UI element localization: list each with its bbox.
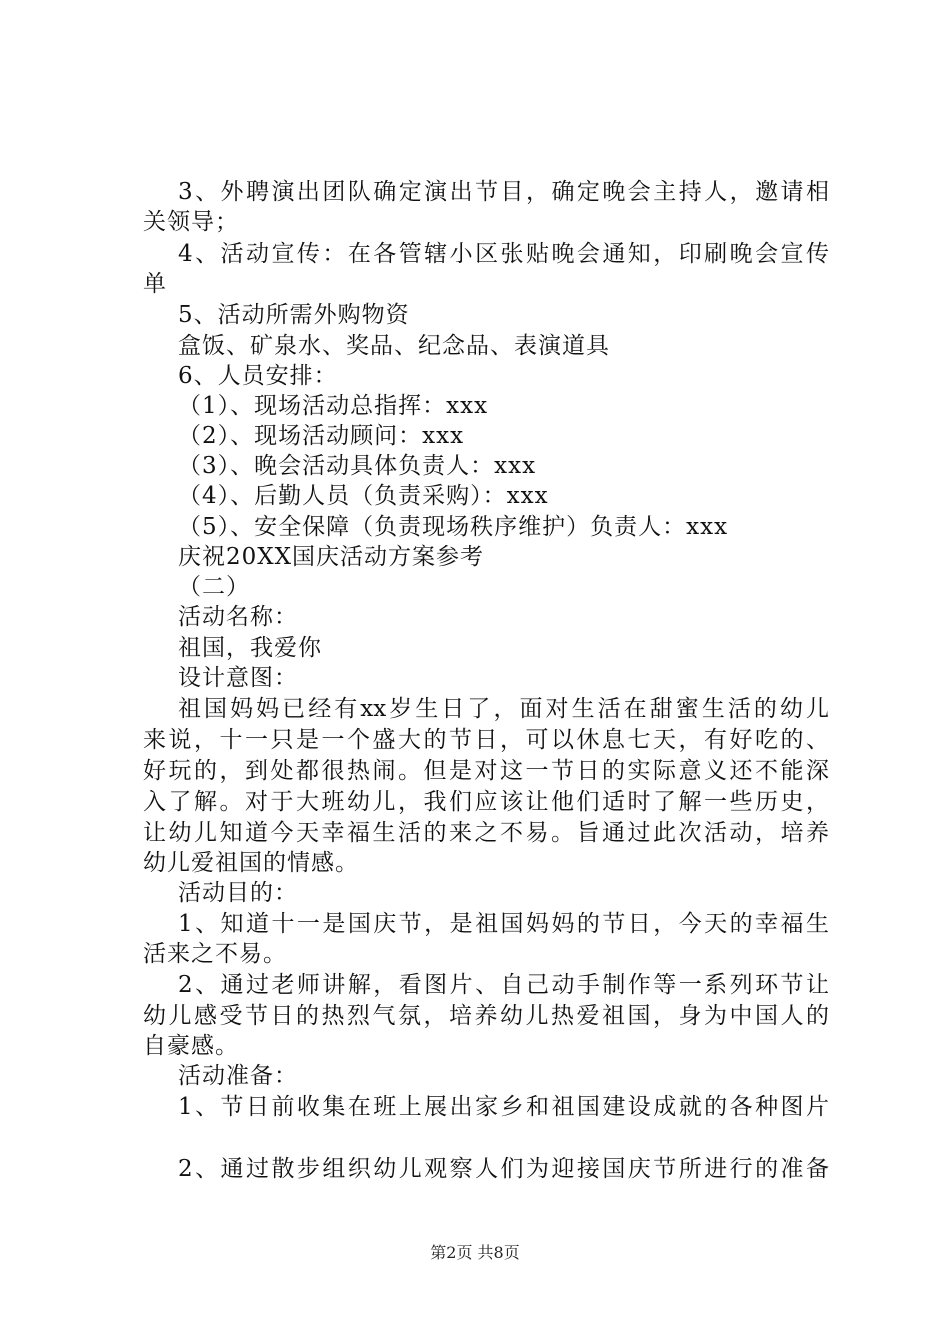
text-line: 关领导；: [143, 209, 239, 235]
text-line: （5）、安全保障（负责现场秩序维护）负责人：xxx: [178, 514, 729, 540]
text-line: 盒饭、矿泉水、奖品、纪念品、表演道具: [178, 333, 610, 359]
text-line: 入了解。对于大班幼儿，我们应该让他们适时了解一些历史，: [143, 789, 829, 815]
text-line: （4）、后勤人员（负责采购）：xxx: [178, 483, 549, 509]
text-line: 幼儿爱祖国的情感。: [143, 850, 359, 876]
text-line: （二）: [178, 574, 250, 600]
text-line: 庆祝20XX国庆活动方案参考: [178, 544, 485, 570]
text-line: 活动目的：: [178, 880, 298, 906]
text-line: 祖国妈妈已经有xx岁生日了，面对生活在甜蜜生活的幼儿: [178, 696, 829, 722]
text-line: 让幼儿知道今天幸福生活的来之不易。旨通过此次活动，培养: [143, 820, 829, 846]
text-line: 自豪感。: [143, 1033, 239, 1059]
text-line: 幼儿感受节日的热烈气氛，培养幼儿热爱祖国，身为中国人的: [143, 1003, 829, 1029]
text-line: 单: [143, 271, 167, 297]
text-line: 5、活动所需外购物资: [178, 302, 410, 328]
text-line: 2、通过老师讲解，看图片、自己动手制作等一系列环节让: [178, 972, 829, 998]
page-number: 第2页 共8页: [430, 1243, 520, 1262]
text-line: 6、人员安排：: [178, 363, 338, 389]
text-line: （1）、现场活动总指挥：xxx: [178, 393, 489, 419]
text-line: 3、外聘演出团队确定演出节目，确定晚会主持人，邀请相: [178, 179, 829, 205]
text-line: 设计意图：: [178, 665, 298, 691]
text-line: 4、活动宣传：在各管辖小区张贴晚会通知，印刷晚会宣传: [178, 241, 829, 267]
text-line: 活动准备：: [178, 1063, 298, 1089]
text-line: 1、节日前收集在班上展出家乡和祖国建设成就的各种图片: [178, 1094, 829, 1120]
text-line: 1、知道十一是国庆节，是祖国妈妈的节日，今天的幸福生: [178, 911, 829, 937]
text-line: 活动名称：: [178, 604, 298, 630]
text-line: 活来之不易。: [143, 941, 287, 967]
text-line: 祖国，我爱你: [178, 635, 322, 661]
text-line: 好玩的，到处都很热闹。但是对这一节日的实际意义还不能深: [143, 758, 829, 784]
text-line: （3）、晚会活动具体负责人：xxx: [178, 453, 537, 479]
text-line: 来说，十一只是一个盛大的节日，可以休息七天，有好吃的、: [143, 727, 829, 753]
text-line: 2、通过散步组织幼儿观察人们为迎接国庆节所进行的准备: [178, 1156, 829, 1182]
text-line: （2）、现场活动顾问：xxx: [178, 423, 465, 449]
